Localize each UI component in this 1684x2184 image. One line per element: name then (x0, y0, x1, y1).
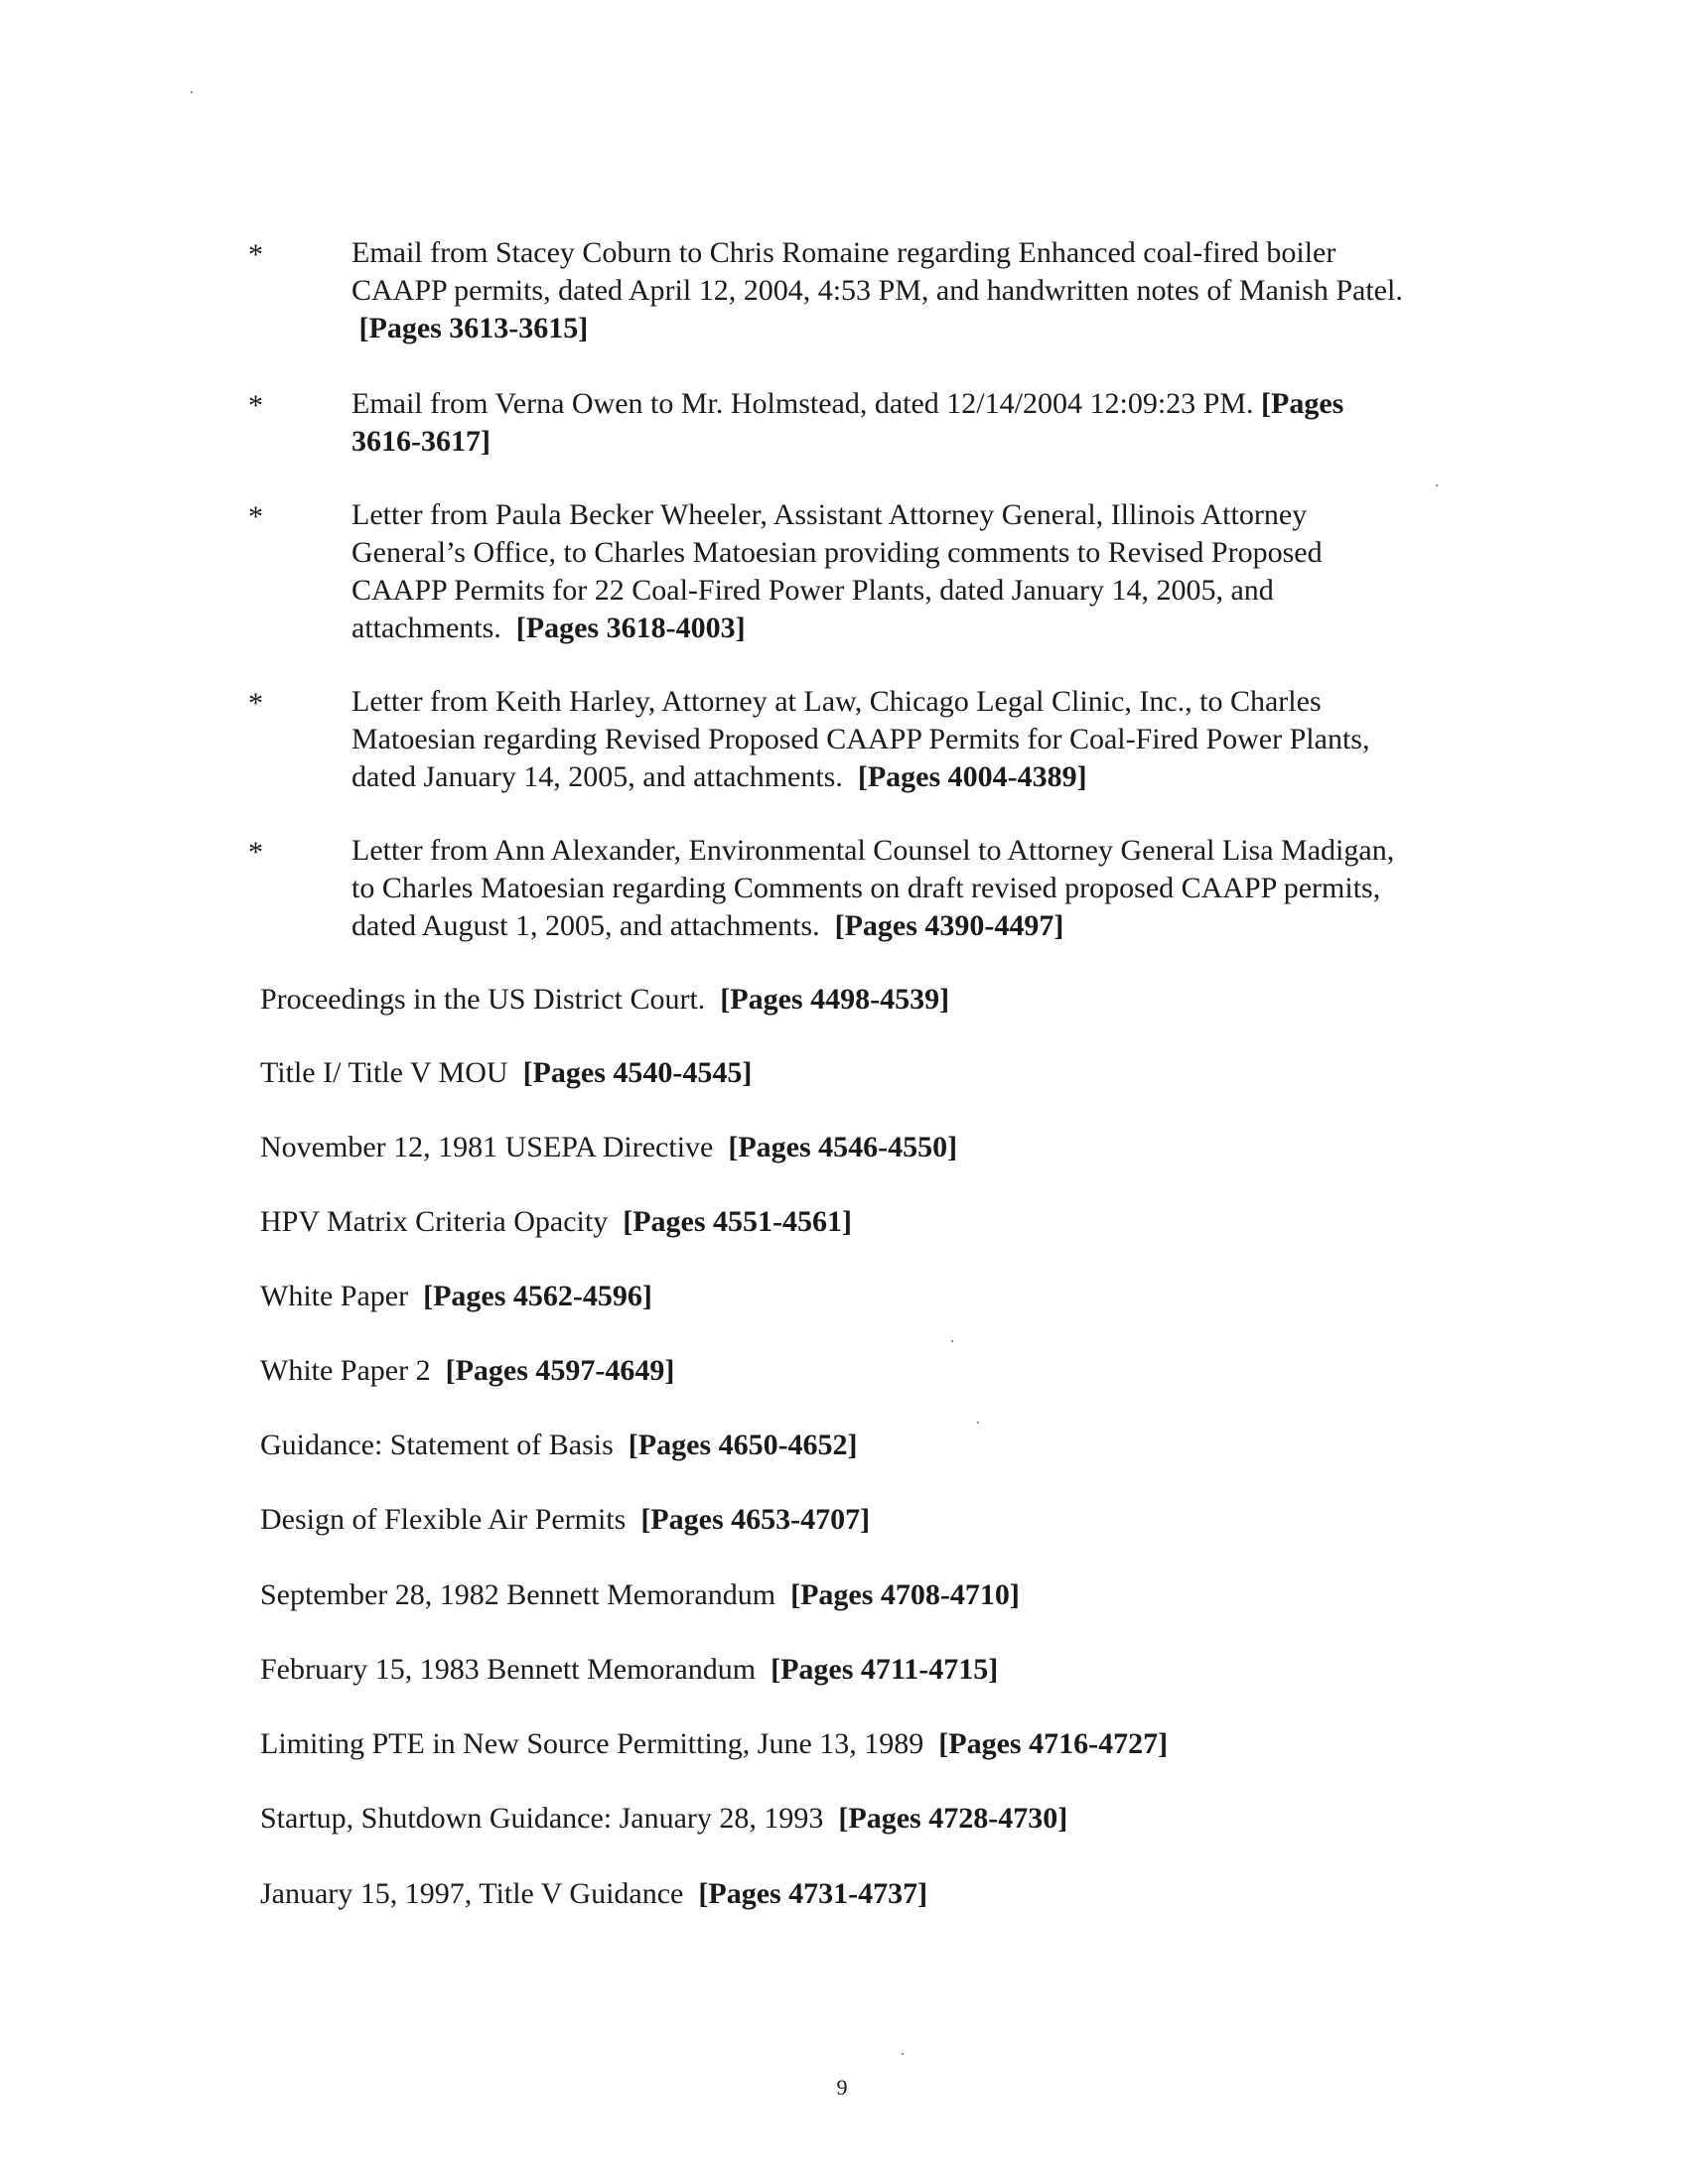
bullet-description: Letter from Ann Alexander, Environmental Counsel to Attorney General Lisa Madigan, to Charles Matoesian regarding Comments on draft revised proposed CAAPP permits, dated August 1, 2005, and attachments. (351, 834, 1395, 942)
index-entry (260, 1576, 1452, 1614)
entry-title: Title I/ Title V MOU (260, 1056, 508, 1089)
bullet-description: Letter from Keith Harley, Attorney at Law, Chicago Legal Clinic, Inc., to Charles Matoesian regarding Revised Proposed CAAPP Permits for Coal-Fired Power Plants, dated January 14, 2005, and attachments. (351, 685, 1370, 793)
scan-speck (191, 91, 193, 93)
scan-speck (977, 1422, 979, 1424)
page-number: 9 (836, 2075, 848, 2100)
bullet-marker: * (248, 389, 263, 422)
pages-reference: [Pages 4711-4715] (771, 1653, 999, 1686)
bullet-text (351, 385, 1344, 461)
index-entry (260, 1875, 1452, 1913)
index-entry (260, 1800, 1452, 1838)
pages-reference: [Pages 4004-4389] (857, 760, 1087, 793)
pages-reference: [Pages 3613-3615] (358, 312, 589, 344)
pages-reference: [Pages 4716-4727] (938, 1727, 1169, 1760)
entry-title: February 15, 1983 Bennett Memorandum (260, 1653, 757, 1686)
bullet-description: Email from Stacey Coburn to Chris Romaine regarding Enhanced coal-fired boiler CAAPP permits, dated April 12, 2004, 4:53 PM, and handwritten notes of Manish Patel. (351, 236, 1403, 307)
entry-title: HPV Matrix Criteria Opacity (260, 1205, 609, 1238)
index-entry (260, 1651, 1452, 1689)
bullet-item (248, 683, 1479, 796)
index-entry (260, 1054, 1452, 1092)
pages-reference: [Pages 4708-4710] (790, 1578, 1020, 1611)
bullet-text (351, 234, 1424, 347)
pages-reference: [Pages 4540-4545] (522, 1056, 753, 1089)
entry-title: November 12, 1981 USEPA Directive (260, 1131, 714, 1163)
entry-title: September 28, 1982 Bennett Memorandum (260, 1578, 776, 1611)
entry-title: Startup, Shutdown Guidance: January 28, 1993 (260, 1802, 824, 1835)
entry-title: White Paper (260, 1280, 409, 1312)
pages-reference: [Pages 4498-4539] (720, 983, 950, 1016)
bullet-text (351, 832, 1424, 945)
index-entry (260, 1278, 1452, 1315)
bullet-item (248, 234, 1479, 347)
index-entry (260, 1352, 1452, 1390)
entry-title: Proceedings in the US District Court. (260, 983, 706, 1016)
index-entry (260, 981, 1452, 1019)
entry-title: January 15, 1997, Title V Guidance (260, 1877, 684, 1910)
pages-reference: [Pages 3616-3617] (351, 387, 1344, 458)
scan-speck (951, 1340, 953, 1342)
index-entry (260, 1203, 1452, 1241)
pages-reference: [Pages 4562-4596] (423, 1280, 652, 1312)
pages-reference: [Pages 4728-4730] (838, 1802, 1068, 1835)
pages-reference: [Pages 4551-4561] (623, 1205, 853, 1238)
scan-speck (1436, 484, 1438, 486)
pages-reference: [Pages 4731-4737] (698, 1877, 928, 1910)
pages-reference: [Pages 4650-4652] (628, 1429, 858, 1461)
index-entry (260, 1427, 1452, 1464)
bullet-item (248, 496, 1479, 647)
bullet-text (351, 683, 1424, 796)
bullet-marker: * (248, 238, 263, 271)
pages-reference: [Pages 4597-4649] (445, 1354, 675, 1387)
bullet-description: Email from Verna Owen to Mr. Holmstead, dated 12/14/2004 12:09:23 PM. (351, 387, 1254, 420)
bullet-marker: * (248, 836, 263, 869)
entry-title: White Paper 2 (260, 1354, 431, 1387)
pages-reference: [Pages 4390-4497] (834, 909, 1064, 942)
bullet-item (248, 385, 1479, 461)
entry-title: Limiting PTE in New Source Permitting, June 13, 1989 (260, 1727, 924, 1760)
pages-reference: [Pages 4653-4707] (640, 1503, 871, 1536)
bullet-item (248, 832, 1479, 945)
index-entry (260, 1501, 1452, 1539)
pages-reference: [Pages 3618-4003] (515, 612, 746, 644)
entry-title: Design of Flexible Air Permits (260, 1503, 627, 1536)
pages-reference: [Pages 4546-4550] (728, 1131, 958, 1163)
scan-speck (902, 2053, 904, 2055)
bullet-description: Letter from Paula Becker Wheeler, Assistant Attorney General, Illinois Attorney General’s Office, to Charles Matoesian providing comments to Revised Proposed CAAPP Permits for 22 Coal-Fired Power Plants, dated January 14, 2005, and attachments. (351, 498, 1323, 644)
bullet-marker: * (248, 687, 263, 720)
entry-title: Guidance: Statement of Basis (260, 1429, 614, 1461)
bullet-text (351, 496, 1424, 647)
index-entry (260, 1725, 1452, 1763)
bullet-marker: * (248, 500, 263, 533)
index-entry (260, 1129, 1452, 1166)
